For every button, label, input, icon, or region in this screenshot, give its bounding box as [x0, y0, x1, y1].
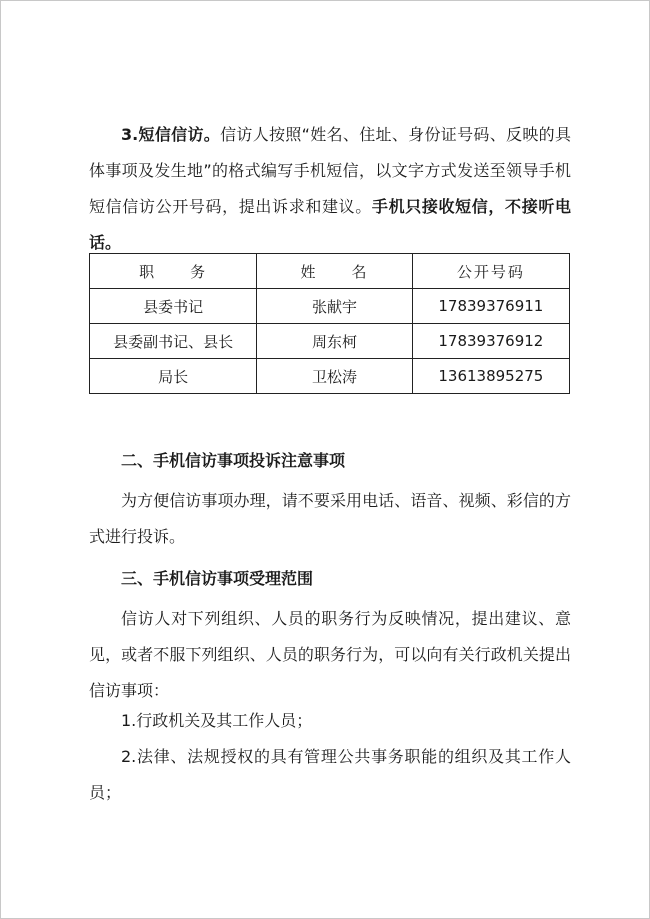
list-item: 1.行政机关及其工作人员；	[121, 711, 313, 730]
sms-section-number: 3.	[121, 125, 139, 144]
table-row	[90, 324, 570, 359]
section-three-heading: 三、手机信访事项受理范围	[121, 569, 314, 588]
cell-phone: 17839376911	[412, 289, 569, 324]
header-name: 姓 名	[257, 254, 412, 289]
header-phone: 公开号码	[412, 254, 569, 289]
cell-phone: 17839376912	[412, 324, 569, 359]
sms-notice: 手机只接收短信，不接听电话。	[89, 197, 571, 252]
sms-section-title: 短信信访。	[138, 125, 221, 144]
cell-position: 县委书记	[90, 289, 257, 324]
cell-position: 局长	[90, 359, 257, 394]
table-row	[90, 289, 570, 324]
cell-name: 卫松涛	[257, 359, 412, 394]
section-two-heading: 二、手机信访事项投诉注意事项	[121, 451, 346, 470]
cell-position: 县委副书记、县长	[90, 324, 257, 359]
sms-section-paragraph	[89, 117, 571, 261]
sms-section-body: 信访人按照“姓名、住址、身份证号码、反映的具体事项及发生地”的格式编写手机短信，以文字方式发送至领导手机短信信访公开号码，提出诉求和建议。	[89, 125, 571, 216]
cell-phone: 13613895275	[412, 359, 569, 394]
cell-name: 周东柯	[257, 324, 412, 359]
header-position: 职 务	[90, 254, 257, 289]
list-item: 2.法律、法规授权的具有管理公共事务职能的组织及其工作人员；	[89, 747, 571, 802]
section-two-body: 为方便信访事项办理，请不要采用电话、语音、视频、彩信的方式进行投诉。	[89, 491, 571, 546]
cell-name: 张献宇	[257, 289, 412, 324]
table-row	[90, 359, 570, 394]
section-three-body: 信访人对下列组织、人员的职务行为反映情况，提出建议、意见，或者不服下列组织、人员的职务行为，可以向有关行政机关提出信访事项：	[89, 609, 571, 700]
table-header-row	[90, 254, 570, 289]
contacts-table	[89, 253, 570, 394]
